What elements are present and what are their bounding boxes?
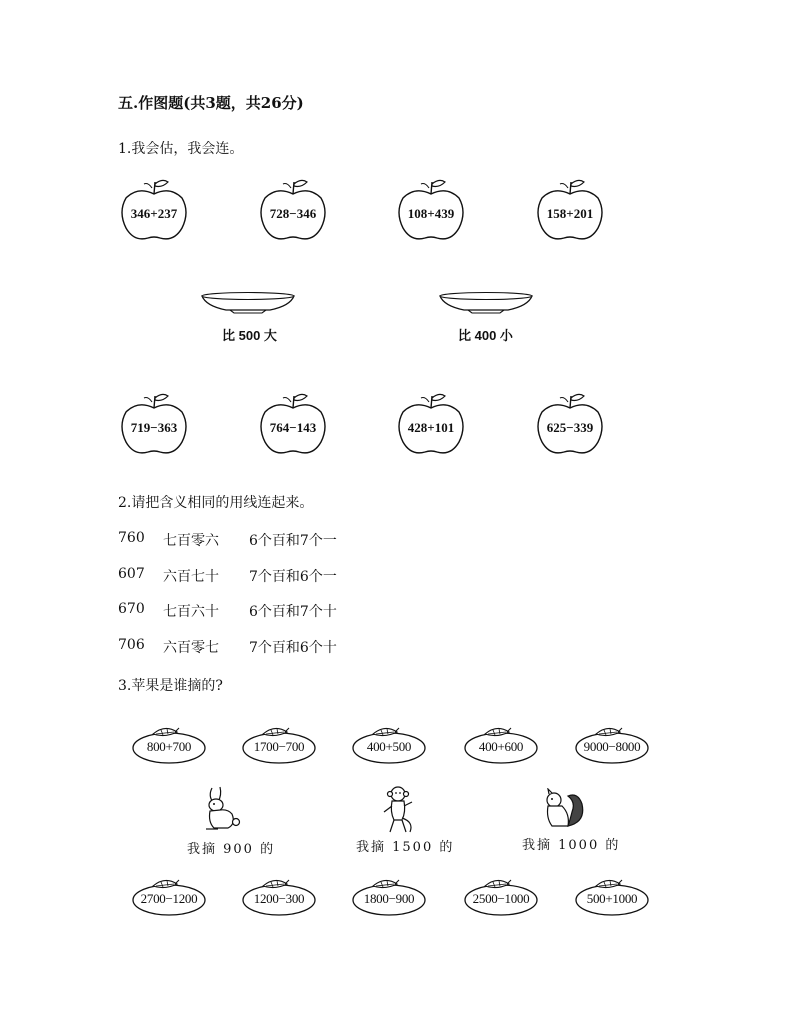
oval-apple-card <box>351 722 427 766</box>
oval-apple-card <box>463 874 539 918</box>
apple-expression: 400+600 <box>478 739 524 754</box>
apple-expression: 1200−300 <box>253 891 305 906</box>
apple-expression: 1700−700 <box>253 739 305 754</box>
q2-number: 670 <box>118 601 145 617</box>
section-title: 五.作图题(共3题，共26分) <box>118 94 304 112</box>
apple-card <box>395 176 467 246</box>
oval-apple-card <box>241 722 317 766</box>
apple-expression: 108+439 <box>407 206 455 221</box>
apple-card <box>257 390 329 460</box>
apple-expression: 9000−8000 <box>583 739 641 754</box>
oval-apple-card <box>351 874 427 918</box>
apple-expression: 625−339 <box>546 420 594 435</box>
q2-description: 6个百和7个十 <box>249 604 337 620</box>
plate-icon <box>200 290 296 314</box>
plate-label-less-400: 比 400 小 <box>458 328 513 343</box>
apple-card <box>118 176 190 246</box>
q2-chinese: 七百六十 <box>163 604 219 620</box>
plate-label-greater-500: 比 500 大 <box>222 328 277 343</box>
question-1-title: 1.我会估，我会连。 <box>118 141 244 157</box>
q2-chinese: 六百七十 <box>163 569 219 585</box>
oval-apple-card <box>131 722 207 766</box>
q2-description: 7个百和6个一 <box>249 569 337 585</box>
plate-icon <box>438 290 534 314</box>
apple-expression: 719−363 <box>130 420 178 435</box>
apple-expression: 800+700 <box>146 739 192 754</box>
oval-apple-card <box>241 874 317 918</box>
oval-apple-card <box>574 722 650 766</box>
apple-card <box>395 390 467 460</box>
q2-chinese: 七百零六 <box>163 533 219 549</box>
q2-number: 607 <box>118 566 145 582</box>
question-2-title: 2.请把含义相同的用线连起来。 <box>118 495 314 511</box>
oval-apple-card <box>131 874 207 918</box>
apple-expression: 2700−1200 <box>140 891 198 906</box>
apple-card <box>534 176 606 246</box>
monkey-icon <box>378 784 418 836</box>
q2-description: 7个百和6个十 <box>249 640 337 656</box>
apple-card <box>118 390 190 460</box>
animal-label-monkey: 我摘 1500 的 <box>356 840 455 855</box>
apple-expression: 2500−1000 <box>472 891 530 906</box>
question-3-title: 3.苹果是谁摘的? <box>118 678 223 694</box>
apple-expression: 500+1000 <box>586 891 638 906</box>
apple-expression: 728−346 <box>269 206 317 221</box>
squirrel-icon <box>540 788 586 830</box>
q2-number: 760 <box>118 530 145 546</box>
animal-label-squirrel: 我摘 1000 的 <box>522 838 621 853</box>
apple-expression: 1800−900 <box>363 891 415 906</box>
apple-expression: 400+500 <box>366 739 412 754</box>
rabbit-icon <box>198 784 244 832</box>
oval-apple-card <box>463 722 539 766</box>
q2-number: 706 <box>118 637 145 653</box>
animal-label-rabbit: 我摘 900 的 <box>187 842 276 857</box>
q2-description: 6个百和7个一 <box>249 533 337 549</box>
apple-expression: 346+237 <box>130 206 178 221</box>
apple-expression: 428+101 <box>407 420 455 435</box>
apple-expression: 764−143 <box>269 420 317 435</box>
apple-card <box>257 176 329 246</box>
q2-chinese: 六百零七 <box>163 640 219 656</box>
oval-apple-card <box>574 874 650 918</box>
apple-card <box>534 390 606 460</box>
apple-expression: 158+201 <box>546 206 594 221</box>
